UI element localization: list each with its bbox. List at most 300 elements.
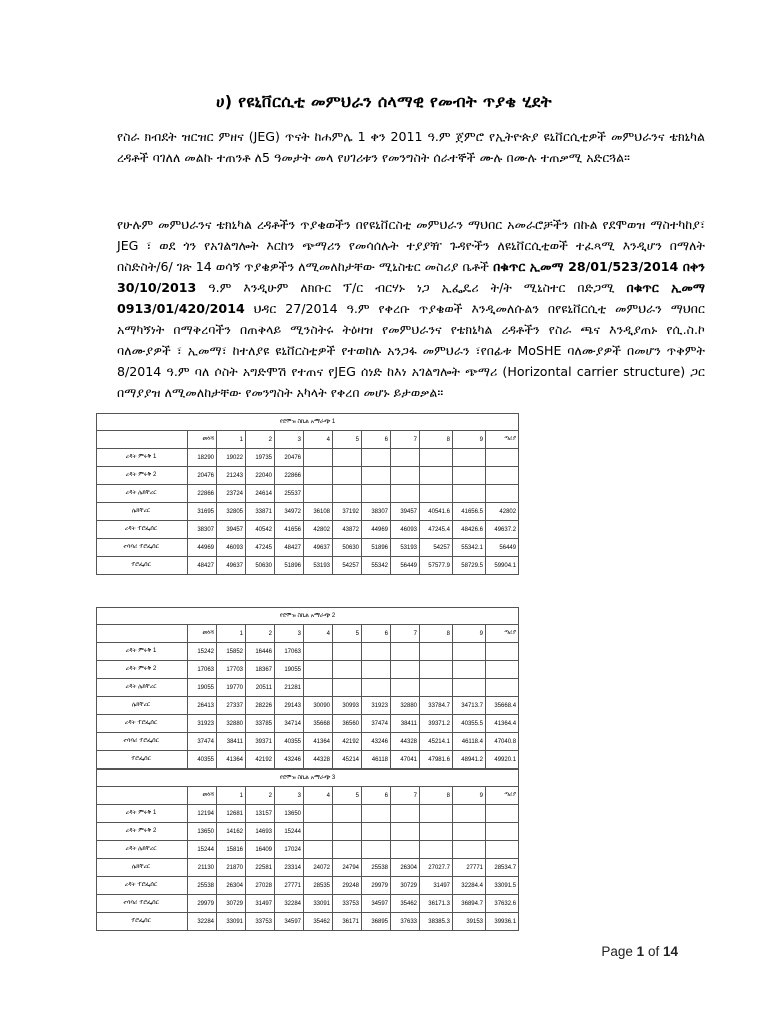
column-header: 3 xyxy=(275,431,304,449)
table-cell: 14693 xyxy=(246,823,275,841)
table-cell: 44328 xyxy=(391,733,420,751)
table-cell: 43246 xyxy=(275,751,304,769)
table-cell: 38411 xyxy=(217,733,246,751)
table-cell: 19055 xyxy=(275,661,304,679)
table-caption: የደሞዝ ስኬል አማራጭ 3 xyxy=(97,770,519,787)
table-cell xyxy=(391,805,420,823)
table-row xyxy=(97,449,519,467)
table-cell xyxy=(304,805,333,823)
table-cell: 13157 xyxy=(246,805,275,823)
table-cell xyxy=(453,679,486,697)
row-label: ረዳት ፕሮፌሰር xyxy=(97,715,188,733)
table-cell: 44969 xyxy=(362,521,391,539)
column-header: 4 xyxy=(304,625,333,643)
table-cell xyxy=(333,661,362,679)
table-cell: 20476 xyxy=(188,467,217,485)
table-cell xyxy=(420,823,453,841)
table-cell xyxy=(304,661,333,679)
table-cell: 27337 xyxy=(217,697,246,715)
table-cell xyxy=(304,467,333,485)
row-label: ረዳት ምሩቅ 2 xyxy=(97,823,188,841)
table-cell: 16446 xyxy=(246,643,275,661)
table-cell: 30090 xyxy=(304,697,333,715)
table-cell: 25537 xyxy=(275,485,304,503)
table-cell: 54257 xyxy=(420,539,453,557)
row-label: ፕሮፌሰር xyxy=(97,557,188,575)
table-cell: 27771 xyxy=(453,859,486,877)
table-cell xyxy=(486,449,519,467)
column-header: 9 xyxy=(453,787,486,805)
table-cell xyxy=(391,679,420,697)
table-cell: 46093 xyxy=(217,539,246,557)
table-cell: 27027.7 xyxy=(420,859,453,877)
row-label: ረዳት ፕሮፌሰር xyxy=(97,877,188,895)
table-cell xyxy=(453,805,486,823)
salary-scale-table-1 xyxy=(96,413,519,575)
table-cell: 41656.5 xyxy=(453,503,486,521)
table-row xyxy=(97,485,519,503)
table-cell: 36560 xyxy=(333,715,362,733)
table-cell: 35462 xyxy=(391,895,420,913)
table-row xyxy=(97,539,519,557)
paragraph-2 xyxy=(117,214,705,403)
row-label: ፕሮፌሰር xyxy=(97,751,188,769)
row-label: ተባባሪ ፕሮፌሰር xyxy=(97,539,188,557)
table-cell: 50630 xyxy=(246,557,275,575)
table-row xyxy=(97,877,519,895)
column-header xyxy=(97,787,188,805)
table-cell: 33091 xyxy=(304,895,333,913)
table-row xyxy=(97,697,519,715)
row-label: ተባባሪ ፕሮፌሰር xyxy=(97,733,188,751)
table-cell: 38385.3 xyxy=(420,913,453,931)
table-row xyxy=(97,859,519,877)
row-label: ረዳት ምሩቅ 1 xyxy=(97,449,188,467)
table-cell: 47981.6 xyxy=(420,751,453,769)
section-title: ሀ) የዩኒቨርሲቲ መምህራን ሰላማዊ የመብት ጥያቄ ሂደት xyxy=(216,92,552,111)
table-cell xyxy=(304,449,333,467)
table-cell: 45214.1 xyxy=(420,733,453,751)
table-cell: 32284 xyxy=(275,895,304,913)
table-cell: 38307 xyxy=(362,503,391,521)
column-header: ጣሪያ xyxy=(486,787,519,805)
table-cell: 40355 xyxy=(188,751,217,769)
table-cell: 44328 xyxy=(304,751,333,769)
column-header: 5 xyxy=(333,625,362,643)
table-cell: 24072 xyxy=(304,859,333,877)
table-cell xyxy=(453,485,486,503)
table-cell xyxy=(333,449,362,467)
table-cell: 22040 xyxy=(246,467,275,485)
table-row xyxy=(97,503,519,521)
table-cell: 40541.6 xyxy=(420,503,453,521)
table-cell: 35668.4 xyxy=(486,697,519,715)
table-cell: 33753 xyxy=(246,913,275,931)
table-cell: 41364 xyxy=(217,751,246,769)
table-row xyxy=(97,679,519,697)
table-cell: 56449 xyxy=(391,557,420,575)
table-cell: 33091.5 xyxy=(486,877,519,895)
table-cell: 57577.9 xyxy=(420,557,453,575)
table-cell xyxy=(362,841,391,859)
table-cell xyxy=(486,823,519,841)
table-cell xyxy=(391,661,420,679)
table-cell: 28535 xyxy=(304,877,333,895)
table-cell xyxy=(333,485,362,503)
table-cell: 48426.6 xyxy=(453,521,486,539)
table-cell: 32880 xyxy=(217,715,246,733)
paragraph-2-part-1: የሁሉም መምህራንና ቴክኒካል ረዳቶችን ጥያቄወችን በየዩኒቨርስቲ መምህራን ማህበር አመራሮቻችን በኩል የደሞወዝ ማስተካከያ፣ JEG ፣ ወደ ጎን የአገልግሎት እርከን ጭማሪን የመሳሰሉት ተያያዥ ጉዳዮችን ለዩኒቨርሲቲወች ተፈጻሚ እንዲሆን በማለት በስድስት/6/ ገጽ 14 ወሳኝ ጥያቄዎችን ለሚመለከታቸው ሚኒስቴር መስሪያ ቤቶች xyxy=(117,217,705,274)
table-cell: 26413 xyxy=(188,697,217,715)
column-header: 6 xyxy=(362,625,391,643)
column-header: 4 xyxy=(304,787,333,805)
page-label: Page xyxy=(601,944,633,959)
page-number: 1 xyxy=(636,944,645,959)
table-cell: 49920.1 xyxy=(486,751,519,769)
table-cell xyxy=(333,805,362,823)
table-cell: 46093 xyxy=(391,521,420,539)
table-cell: 47041 xyxy=(391,751,420,769)
table-cell: 15852 xyxy=(217,643,246,661)
table-cell: 19770 xyxy=(217,679,246,697)
table-cell xyxy=(362,449,391,467)
table-cell: 19055 xyxy=(188,679,217,697)
column-header: 5 xyxy=(333,787,362,805)
table-cell: 33784.7 xyxy=(420,697,453,715)
table-cell xyxy=(391,823,420,841)
table-cell: 30729 xyxy=(391,877,420,895)
table-cell xyxy=(304,679,333,697)
table-cell: 37632.6 xyxy=(486,895,519,913)
row-label: ሌክቸረር xyxy=(97,859,188,877)
table-cell: 28534.7 xyxy=(486,859,519,877)
table-cell xyxy=(486,485,519,503)
table-cell: 40355 xyxy=(275,733,304,751)
table-cell: 22866 xyxy=(275,467,304,485)
table-cell: 37192 xyxy=(333,503,362,521)
table-cell: 15244 xyxy=(188,841,217,859)
table-cell: 29248 xyxy=(333,877,362,895)
table-cell: 26304 xyxy=(217,877,246,895)
paragraph-2-part-3: ህዳር 27/2014 ዓ.ም የቀረቡ ጥያቄወች እንዲመለሱልን በየዩኒቨርሲቲ መምህራን ማህበር አማካኝነት በማቅረባችን በጠቅላይ ሚንስትሩ ትዕዛዝ የመምህራንና የቴክኒካል ረዳቶችን የስራ ጫና እንዲያጠኑ የሲ.ስ.ኮ ባለሙያዎች ፣ ኢመማ፣ ከተለያዩ ዩኒቨርስቲዎች የተወከሉ አንጋፋ መምህራን ፣የበፊቱ MoSHE ባለሙያዎች በመሆን ጥቅምት 8/2014 ዓ.ም ባለ ሶስት አግድሞሽ የተጠና የJEG ሰነድ ከእነ አገልግሎት ጭማሪ (Horizontal carrier structure) ጋር በማያያዝ ለሚመለከታቸው የመንግስት አካላት የቀረበ መሆኑ ይታወቃል። xyxy=(117,301,705,400)
table-cell xyxy=(420,467,453,485)
column-header: 1 xyxy=(217,625,246,643)
table-cell: 18367 xyxy=(246,661,275,679)
table-caption: የደሞዝ ስኬል አማራጭ 1 xyxy=(97,414,519,431)
table-cell: 15816 xyxy=(217,841,246,859)
table-cell: 55342.1 xyxy=(453,539,486,557)
column-header: ጣሪያ xyxy=(486,431,519,449)
table-row xyxy=(97,521,519,539)
table-cell: 39457 xyxy=(217,521,246,539)
table-cell: 31695 xyxy=(188,503,217,521)
table-cell xyxy=(486,467,519,485)
table-cell: 34972 xyxy=(275,503,304,521)
column-header: 5 xyxy=(333,431,362,449)
table-row xyxy=(97,913,519,931)
column-header: ጣሪያ xyxy=(486,625,519,643)
table-cell: 32805 xyxy=(217,503,246,521)
table-cell xyxy=(453,661,486,679)
table-cell: 16409 xyxy=(246,841,275,859)
table-cell: 12681 xyxy=(217,805,246,823)
table-cell: 42802 xyxy=(304,521,333,539)
table-cell: 19022 xyxy=(217,449,246,467)
table-cell xyxy=(391,449,420,467)
table-cell: 48427 xyxy=(275,539,304,557)
table-caption-row xyxy=(97,414,519,431)
paragraph-2-reference-1: በቁጥር ኢመማ 28/01/523/2014 በቀን 30/10/2013 xyxy=(117,259,705,295)
table-cell: 27028 xyxy=(246,877,275,895)
table-cell: 30993 xyxy=(333,697,362,715)
table-cell: 48427 xyxy=(188,557,217,575)
table-cell: 18290 xyxy=(188,449,217,467)
table-cell: 43246 xyxy=(362,733,391,751)
table-cell: 34597 xyxy=(275,913,304,931)
column-header xyxy=(97,431,188,449)
table-cell: 37474 xyxy=(188,733,217,751)
table-cell: 51896 xyxy=(362,539,391,557)
table-cell: 20476 xyxy=(275,449,304,467)
table-cell xyxy=(420,643,453,661)
table-cell: 21870 xyxy=(217,859,246,877)
table-row xyxy=(97,895,519,913)
table-cell: 45214 xyxy=(333,751,362,769)
table-cell: 17063 xyxy=(188,661,217,679)
table-cell: 34597 xyxy=(362,895,391,913)
table-cell xyxy=(333,643,362,661)
table-cell: 17703 xyxy=(217,661,246,679)
table-cell xyxy=(453,449,486,467)
table-cell xyxy=(362,679,391,697)
table-cell xyxy=(453,643,486,661)
column-header: 8 xyxy=(420,431,453,449)
table-cell: 21281 xyxy=(275,679,304,697)
table-cell: 49637 xyxy=(217,557,246,575)
table-row xyxy=(97,557,519,575)
table-cell: 47245.4 xyxy=(420,521,453,539)
table-cell xyxy=(420,679,453,697)
table-cell: 48941.2 xyxy=(453,751,486,769)
table-cell: 24794 xyxy=(333,859,362,877)
table-cell: 36108 xyxy=(304,503,333,521)
table-cell xyxy=(362,805,391,823)
column-header: መነሻ xyxy=(188,431,217,449)
table-cell xyxy=(486,841,519,859)
table-cell xyxy=(453,467,486,485)
table-cell: 58729.5 xyxy=(453,557,486,575)
table-cell: 22866 xyxy=(188,485,217,503)
column-header: 7 xyxy=(391,625,420,643)
table-row xyxy=(97,643,519,661)
table-cell: 53193 xyxy=(391,539,420,557)
table-cell: 42192 xyxy=(246,751,275,769)
table-cell: 36894.7 xyxy=(453,895,486,913)
table-cell: 14162 xyxy=(217,823,246,841)
row-label: ረዳት ሌክቸረር xyxy=(97,485,188,503)
table-cell xyxy=(362,485,391,503)
table-cell: 24614 xyxy=(246,485,275,503)
table-row xyxy=(97,715,519,733)
table-cell xyxy=(420,661,453,679)
table-cell: 29979 xyxy=(362,877,391,895)
table-cell: 34714 xyxy=(275,715,304,733)
table-row xyxy=(97,841,519,859)
table-cell xyxy=(304,643,333,661)
table-cell: 39936.1 xyxy=(486,913,519,931)
salary-scale-table-3 xyxy=(96,769,519,931)
table-cell: 27771 xyxy=(275,877,304,895)
table-cell: 37474 xyxy=(362,715,391,733)
table-cell xyxy=(304,823,333,841)
page-footer xyxy=(601,944,678,959)
table-cell: 41656 xyxy=(275,521,304,539)
table-cell xyxy=(304,841,333,859)
table-header-row xyxy=(97,431,519,449)
row-label: ረዳት ምሩቅ 1 xyxy=(97,805,188,823)
table-cell: 25538 xyxy=(362,859,391,877)
paragraph-2-reference-2: በቁጥር ኢመማ 0913/01/420/2014 xyxy=(117,280,705,316)
table-cell: 41364 xyxy=(304,733,333,751)
table-cell xyxy=(486,805,519,823)
column-header: መነሻ xyxy=(188,787,217,805)
table-cell xyxy=(362,823,391,841)
table-cell: 38307 xyxy=(188,521,217,539)
row-label: ረዳት ፕሮፌሰር xyxy=(97,521,188,539)
table-cell: 49637.2 xyxy=(486,521,519,539)
table-cell: 15244 xyxy=(275,823,304,841)
table-cell xyxy=(486,661,519,679)
row-label: ሌክቸረር xyxy=(97,503,188,521)
column-header: 2 xyxy=(246,431,275,449)
column-header: 7 xyxy=(391,787,420,805)
row-label: ረዳት ምሩቅ 2 xyxy=(97,467,188,485)
row-label: ተባባሪ ፕሮፌሰር xyxy=(97,895,188,913)
table-row xyxy=(97,751,519,769)
table-cell: 33785 xyxy=(246,715,275,733)
table-cell: 23314 xyxy=(275,859,304,877)
table-cell: 47040.8 xyxy=(486,733,519,751)
row-label: ረዳት ምሩቅ 1 xyxy=(97,643,188,661)
table-cell: 36171.3 xyxy=(420,895,453,913)
table-cell: 39457 xyxy=(391,503,420,521)
table-cell xyxy=(420,485,453,503)
table-cell: 33871 xyxy=(246,503,275,521)
table-cell: 43872 xyxy=(333,521,362,539)
table-cell: 40355.5 xyxy=(453,715,486,733)
table-row xyxy=(97,733,519,751)
table-cell: 53193 xyxy=(304,557,333,575)
table-cell: 25538 xyxy=(188,877,217,895)
column-header: 6 xyxy=(362,431,391,449)
column-header: 9 xyxy=(453,625,486,643)
table-cell: 37633 xyxy=(391,913,420,931)
column-header: 2 xyxy=(246,625,275,643)
table-cell: 31923 xyxy=(362,697,391,715)
table-cell: 23724 xyxy=(217,485,246,503)
table-cell xyxy=(362,467,391,485)
table-cell: 31497 xyxy=(420,877,453,895)
table-cell xyxy=(333,841,362,859)
table-cell: 59904.1 xyxy=(486,557,519,575)
table-cell xyxy=(362,643,391,661)
table-cell: 51896 xyxy=(275,557,304,575)
table-cell: 54257 xyxy=(333,557,362,575)
table-cell xyxy=(453,841,486,859)
table-cell: 42192 xyxy=(333,733,362,751)
table-row xyxy=(97,661,519,679)
table-cell xyxy=(453,823,486,841)
table-cell: 15242 xyxy=(188,643,217,661)
table-cell: 33091 xyxy=(217,913,246,931)
table-cell: 13650 xyxy=(188,823,217,841)
paragraph-2-part-2: ዓ.ም እንዲሁም ለክቡር ፕ/ር ብርሃኑ ነጋ ኢፌዴሪ ት/ት ሚኒስተር በድጋሚ xyxy=(208,280,615,295)
table-cell: 42802 xyxy=(486,503,519,521)
table-cell: 26304 xyxy=(391,859,420,877)
table-cell: 39371 xyxy=(246,733,275,751)
table-cell: 33753 xyxy=(333,895,362,913)
table-cell xyxy=(391,643,420,661)
table-cell: 31497 xyxy=(246,895,275,913)
row-label: ረዳት ምሩቅ 2 xyxy=(97,661,188,679)
table-cell xyxy=(333,679,362,697)
table-cell: 36171 xyxy=(333,913,362,931)
table-cell: 31923 xyxy=(188,715,217,733)
table-cell xyxy=(333,467,362,485)
column-header: 3 xyxy=(275,787,304,805)
table-cell xyxy=(420,449,453,467)
table-cell: 44969 xyxy=(188,539,217,557)
table-cell: 12194 xyxy=(188,805,217,823)
table-cell xyxy=(420,841,453,859)
table-cell: 32284.4 xyxy=(453,877,486,895)
column-header: 1 xyxy=(217,787,246,805)
table-cell: 40542 xyxy=(246,521,275,539)
table-cell: 17063 xyxy=(275,643,304,661)
table-cell: 29143 xyxy=(275,697,304,715)
table-row xyxy=(97,467,519,485)
table-cell: 34713.7 xyxy=(453,697,486,715)
row-label: ፕሮፌሰር xyxy=(97,913,188,931)
table-cell: 32880 xyxy=(391,697,420,715)
column-header: 3 xyxy=(275,625,304,643)
table-cell: 56449 xyxy=(486,539,519,557)
table-cell: 46118.4 xyxy=(453,733,486,751)
row-label: ሌክቸረር xyxy=(97,697,188,715)
table-cell xyxy=(420,805,453,823)
column-header xyxy=(97,625,188,643)
table-cell xyxy=(486,643,519,661)
table-cell: 30729 xyxy=(217,895,246,913)
table-caption: የደሞዝ ስኬል አማራጭ 2 xyxy=(97,608,519,625)
table-cell: 35668 xyxy=(304,715,333,733)
row-label: ረዳት ሌክቸረር xyxy=(97,679,188,697)
table-cell: 41364.4 xyxy=(486,715,519,733)
column-header: መነሻ xyxy=(188,625,217,643)
table-cell xyxy=(391,467,420,485)
of-label: of xyxy=(647,944,660,959)
table-cell xyxy=(486,679,519,697)
table-cell: 50630 xyxy=(333,539,362,557)
table-cell xyxy=(391,841,420,859)
table-cell xyxy=(362,661,391,679)
table-cell: 35462 xyxy=(304,913,333,931)
column-header: 9 xyxy=(453,431,486,449)
table-row xyxy=(97,805,519,823)
column-header: 8 xyxy=(420,625,453,643)
table-cell: 49637 xyxy=(304,539,333,557)
table-cell: 46118 xyxy=(362,751,391,769)
